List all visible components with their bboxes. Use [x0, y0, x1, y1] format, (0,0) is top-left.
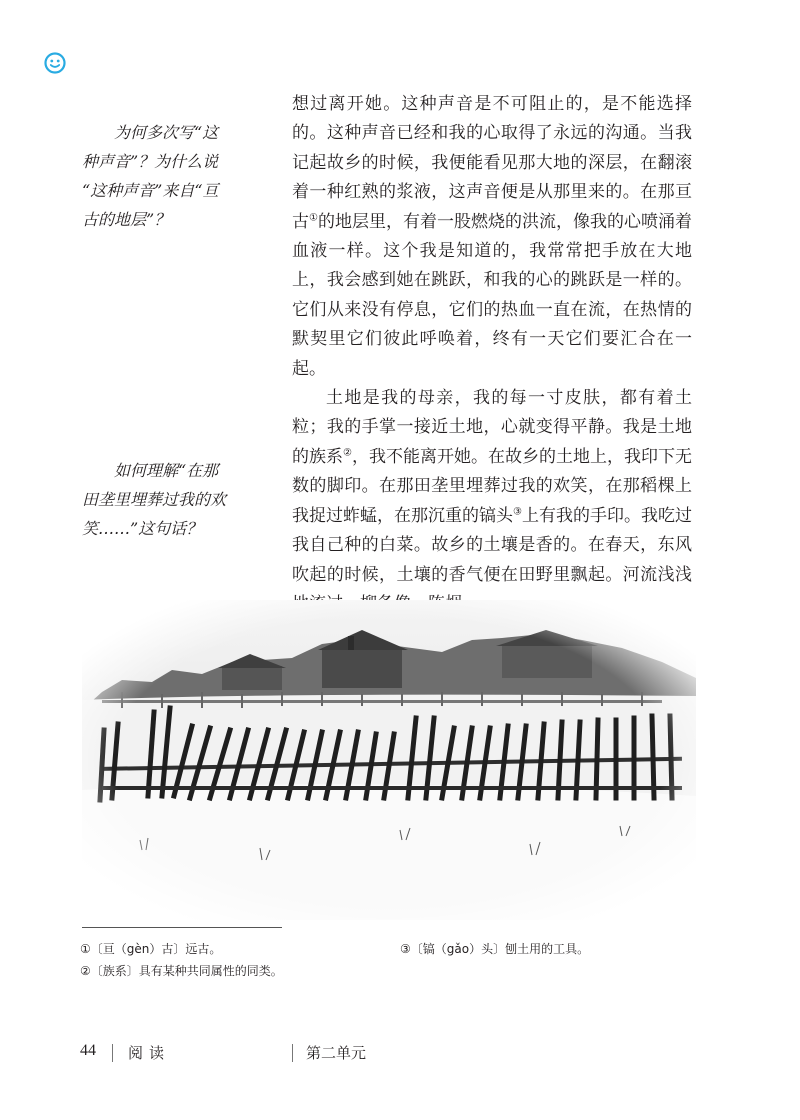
footnote-divider [82, 927, 282, 928]
side-question-line: 为何多次写“这 [114, 123, 219, 142]
footnote-1: ①〔亘（gèn）古〕远古。 [80, 942, 222, 956]
footnote-marker-3: ③ [513, 506, 522, 518]
side-question-1 [82, 118, 258, 234]
side-question-line: 如何理解“在那 [114, 461, 219, 480]
paragraph-2-part-3: 上有我的手印。我吃过我自己种的白菜。故乡的土壤是香的。在春天，东风吹起的时候，土壤的香气便在田野里飘起。河流浅浅 [292, 505, 693, 585]
side-question-line: 古的地层”？ [82, 210, 171, 229]
footnote-marker-2: ② [343, 447, 352, 459]
side-question-line: 种声音”？为什么说 [82, 152, 219, 171]
side-question-line: “这种声音”来自“亘 [82, 181, 219, 200]
main-text-column [292, 90, 692, 619]
snowy-village-fence-photo [82, 600, 696, 920]
side-question-line: 田垄里埋葬过我的欢 [82, 490, 227, 509]
page-number: 44 [80, 1042, 96, 1059]
paragraph-2 [292, 384, 692, 619]
footnote-2: ②〔族系〕具有某种共同属性的同类。 [80, 964, 283, 978]
footnote-marker-1: ① [309, 211, 318, 223]
footer-divider [112, 1044, 113, 1062]
paragraph-2-part-1: 土地是我的母亲，我的每一寸皮肤，都有着土粒；我的手掌一接近土地，心就变得平静。我是土地的族系 [292, 388, 692, 467]
side-question-2 [82, 456, 258, 543]
section-label: 阅读 [128, 1044, 171, 1062]
paragraph-2-part-2: ，我不能离开她。在故乡的土地上，我印下无数的脚印。在那田垄里埋葬过我的欢笑，在那稻棵上我捉过蚱蜢，在那沉重的镐头 [292, 446, 693, 526]
smiley-face-icon [44, 52, 66, 74]
footer-divider [292, 1044, 293, 1062]
page-footer [80, 1042, 720, 1066]
footnote-3: ③〔镐（gǎo）头〕刨土用的工具。 [400, 942, 590, 956]
paragraph-1-part-1: 想过离开她。这种声音是不可阻止的，是不能选择的。这种声音已经和我的心取得了永远的沟通。当我记起故乡的时候，我便能看见那大地的深层，在翻滚着一种红熟的浆液，这声音便是从那里来的。在那亘古 [292, 94, 692, 232]
unit-label: 第二单元 [306, 1044, 367, 1062]
paragraph-1-part-2: 的地层里，有着一股燃烧的洪流，像我的心喷涌着血液一样。这个我是知道的，我常常把手放在大地上，我会感到她在跳跃，和我的心的跳跃是一样的。它们从来没有停息，它们的热血一直在流，在热情的默契里它们彼此呼唤着，终有一天它们要汇合在一起。 [292, 211, 693, 379]
side-question-line: 笑……”这句话？ [82, 519, 203, 538]
paragraph-1 [292, 90, 692, 384]
